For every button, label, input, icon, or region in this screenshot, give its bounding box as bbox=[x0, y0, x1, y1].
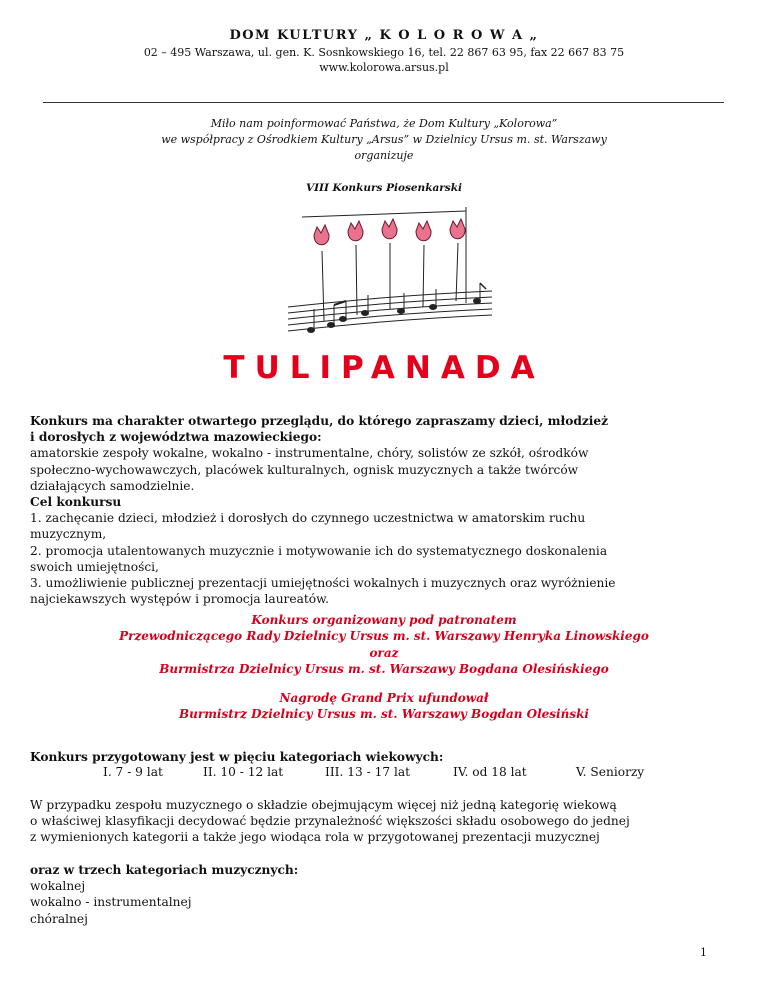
page-number: 1 bbox=[700, 946, 707, 959]
goal-1a: 1. zachęcanie dzieci, młodzież i dorosłych do czynnego uczestnictwa w amatorskim ruchu bbox=[30, 511, 586, 526]
age-category-item: III. 13 - 17 lat bbox=[325, 765, 411, 779]
group-rule-line-2: o właściwej klasyfikacji decydować będzie przynależność większości składu osobowego do jednej bbox=[30, 814, 630, 829]
prize-line-1: Nagrodę Grand Prix ufundował bbox=[279, 691, 489, 705]
music-category-item: wokalnej bbox=[30, 879, 86, 894]
group-rule-line-3: z wymienionych kategorii a także jego wiodąca rola w przygotowanej prezentacji muzycznej bbox=[30, 830, 600, 845]
prize-block bbox=[0, 690, 768, 723]
goal-heading: Cel konkursu bbox=[30, 495, 122, 510]
age-category-item: II. 10 - 12 lat bbox=[203, 765, 284, 779]
intro-line-1: Miło nam poinformować Państwa, że Dom Kultury „Kolorowa” bbox=[210, 117, 558, 130]
age-category-item: IV. od 18 lat bbox=[453, 765, 527, 779]
intro-line-2: we współpracy z Ośrodkiem Kultury „Arsus” w Dzielnicy Ursus m. st. Warszawy bbox=[161, 133, 607, 146]
prize-line-2: Burmistrz Dzielnicy Ursus m. st. Warszawy Bogdan Olesiński bbox=[179, 707, 589, 722]
music-category-item: chóralnej bbox=[30, 911, 88, 926]
description-line-5: działających samodzielnie. bbox=[30, 478, 195, 493]
header-divider bbox=[43, 102, 724, 103]
patronage-line-2: Przewodniczącego Rady Dzielnicy Ursus m. st. Warszawy Henryka Linowskiego bbox=[119, 629, 649, 644]
description-block bbox=[30, 413, 730, 607]
music-categories-heading: oraz w trzech kategoriach muzycznych: bbox=[30, 863, 299, 877]
group-rule-line-1: W przypadku zespołu muzycznego o składzie obejmującym więcej niż jedną kategorię wiekową bbox=[30, 798, 617, 812]
goal-3b: najciekawszych występów i promocja laureatów. bbox=[30, 592, 329, 607]
description-line-4: społeczno-wychowawczych, placówek kulturalnych, ognisk muzycznych a także twórców bbox=[30, 462, 579, 477]
goal-3a: 3. umożliwienie publicznej prezentacji umiejętności wokalnych i muzycznych oraz wyróżnienie bbox=[30, 576, 616, 591]
age-categories-list bbox=[53, 765, 733, 781]
patronage-line-4: Burmistrza Dzielnicy Ursus m. st. Warszawy Bogdana Olesińskiego bbox=[159, 661, 609, 676]
patronage-block bbox=[0, 612, 768, 677]
organization-title: DOM KULTURY „ K O L O R O W A „ bbox=[229, 28, 539, 43]
event-title: TULIPANADA bbox=[223, 350, 545, 386]
intro-line-3: organizuje bbox=[354, 149, 414, 162]
patronage-line-3: oraz bbox=[369, 645, 399, 660]
description-bold-2: i dorosłych z województwa mazowieckiego: bbox=[30, 430, 322, 445]
group-rule-block bbox=[30, 797, 730, 846]
goal-2a: 2. promocja utalentowanych muzycznie i motywowanie ich do systematycznego doskonalenia bbox=[30, 543, 608, 558]
age-categories-heading: Konkurs przygotowany jest w pięciu kategoriach wiekowych: bbox=[30, 750, 444, 764]
music-category-item: wokalno - instrumentalnej bbox=[30, 895, 192, 910]
music-categories-block bbox=[30, 862, 730, 927]
description-line-3: amatorskie zespoły wokalne, wokalno - instrumentalne, chóry, solistów ze szkół, ośrodków bbox=[30, 446, 589, 461]
tulip-music-illustration bbox=[284, 203, 494, 343]
contest-name: VIII Konkurs Piosenkarski bbox=[306, 182, 462, 194]
description-bold-1: Konkurs ma charakter otwartego przeglądu, do którego zapraszamy dzieci, młodzież bbox=[30, 414, 609, 428]
age-category-item: I. 7 - 9 lat bbox=[103, 765, 163, 779]
organization-address: 02 – 495 Warszawa, ul. gen. K. Sosnkowskiego 16, tel. 22 867 63 95, fax 22 667 83 75 bbox=[143, 46, 625, 59]
age-category-item: V. Seniorzy bbox=[576, 765, 645, 779]
organization-website: www.kolorowa.arsus.pl bbox=[319, 61, 449, 74]
patronage-line-1: Konkurs organizowany pod patronatem bbox=[251, 613, 517, 627]
goal-1b: muzycznym, bbox=[30, 527, 107, 542]
goal-2b: swoich umiejętności, bbox=[30, 559, 159, 574]
